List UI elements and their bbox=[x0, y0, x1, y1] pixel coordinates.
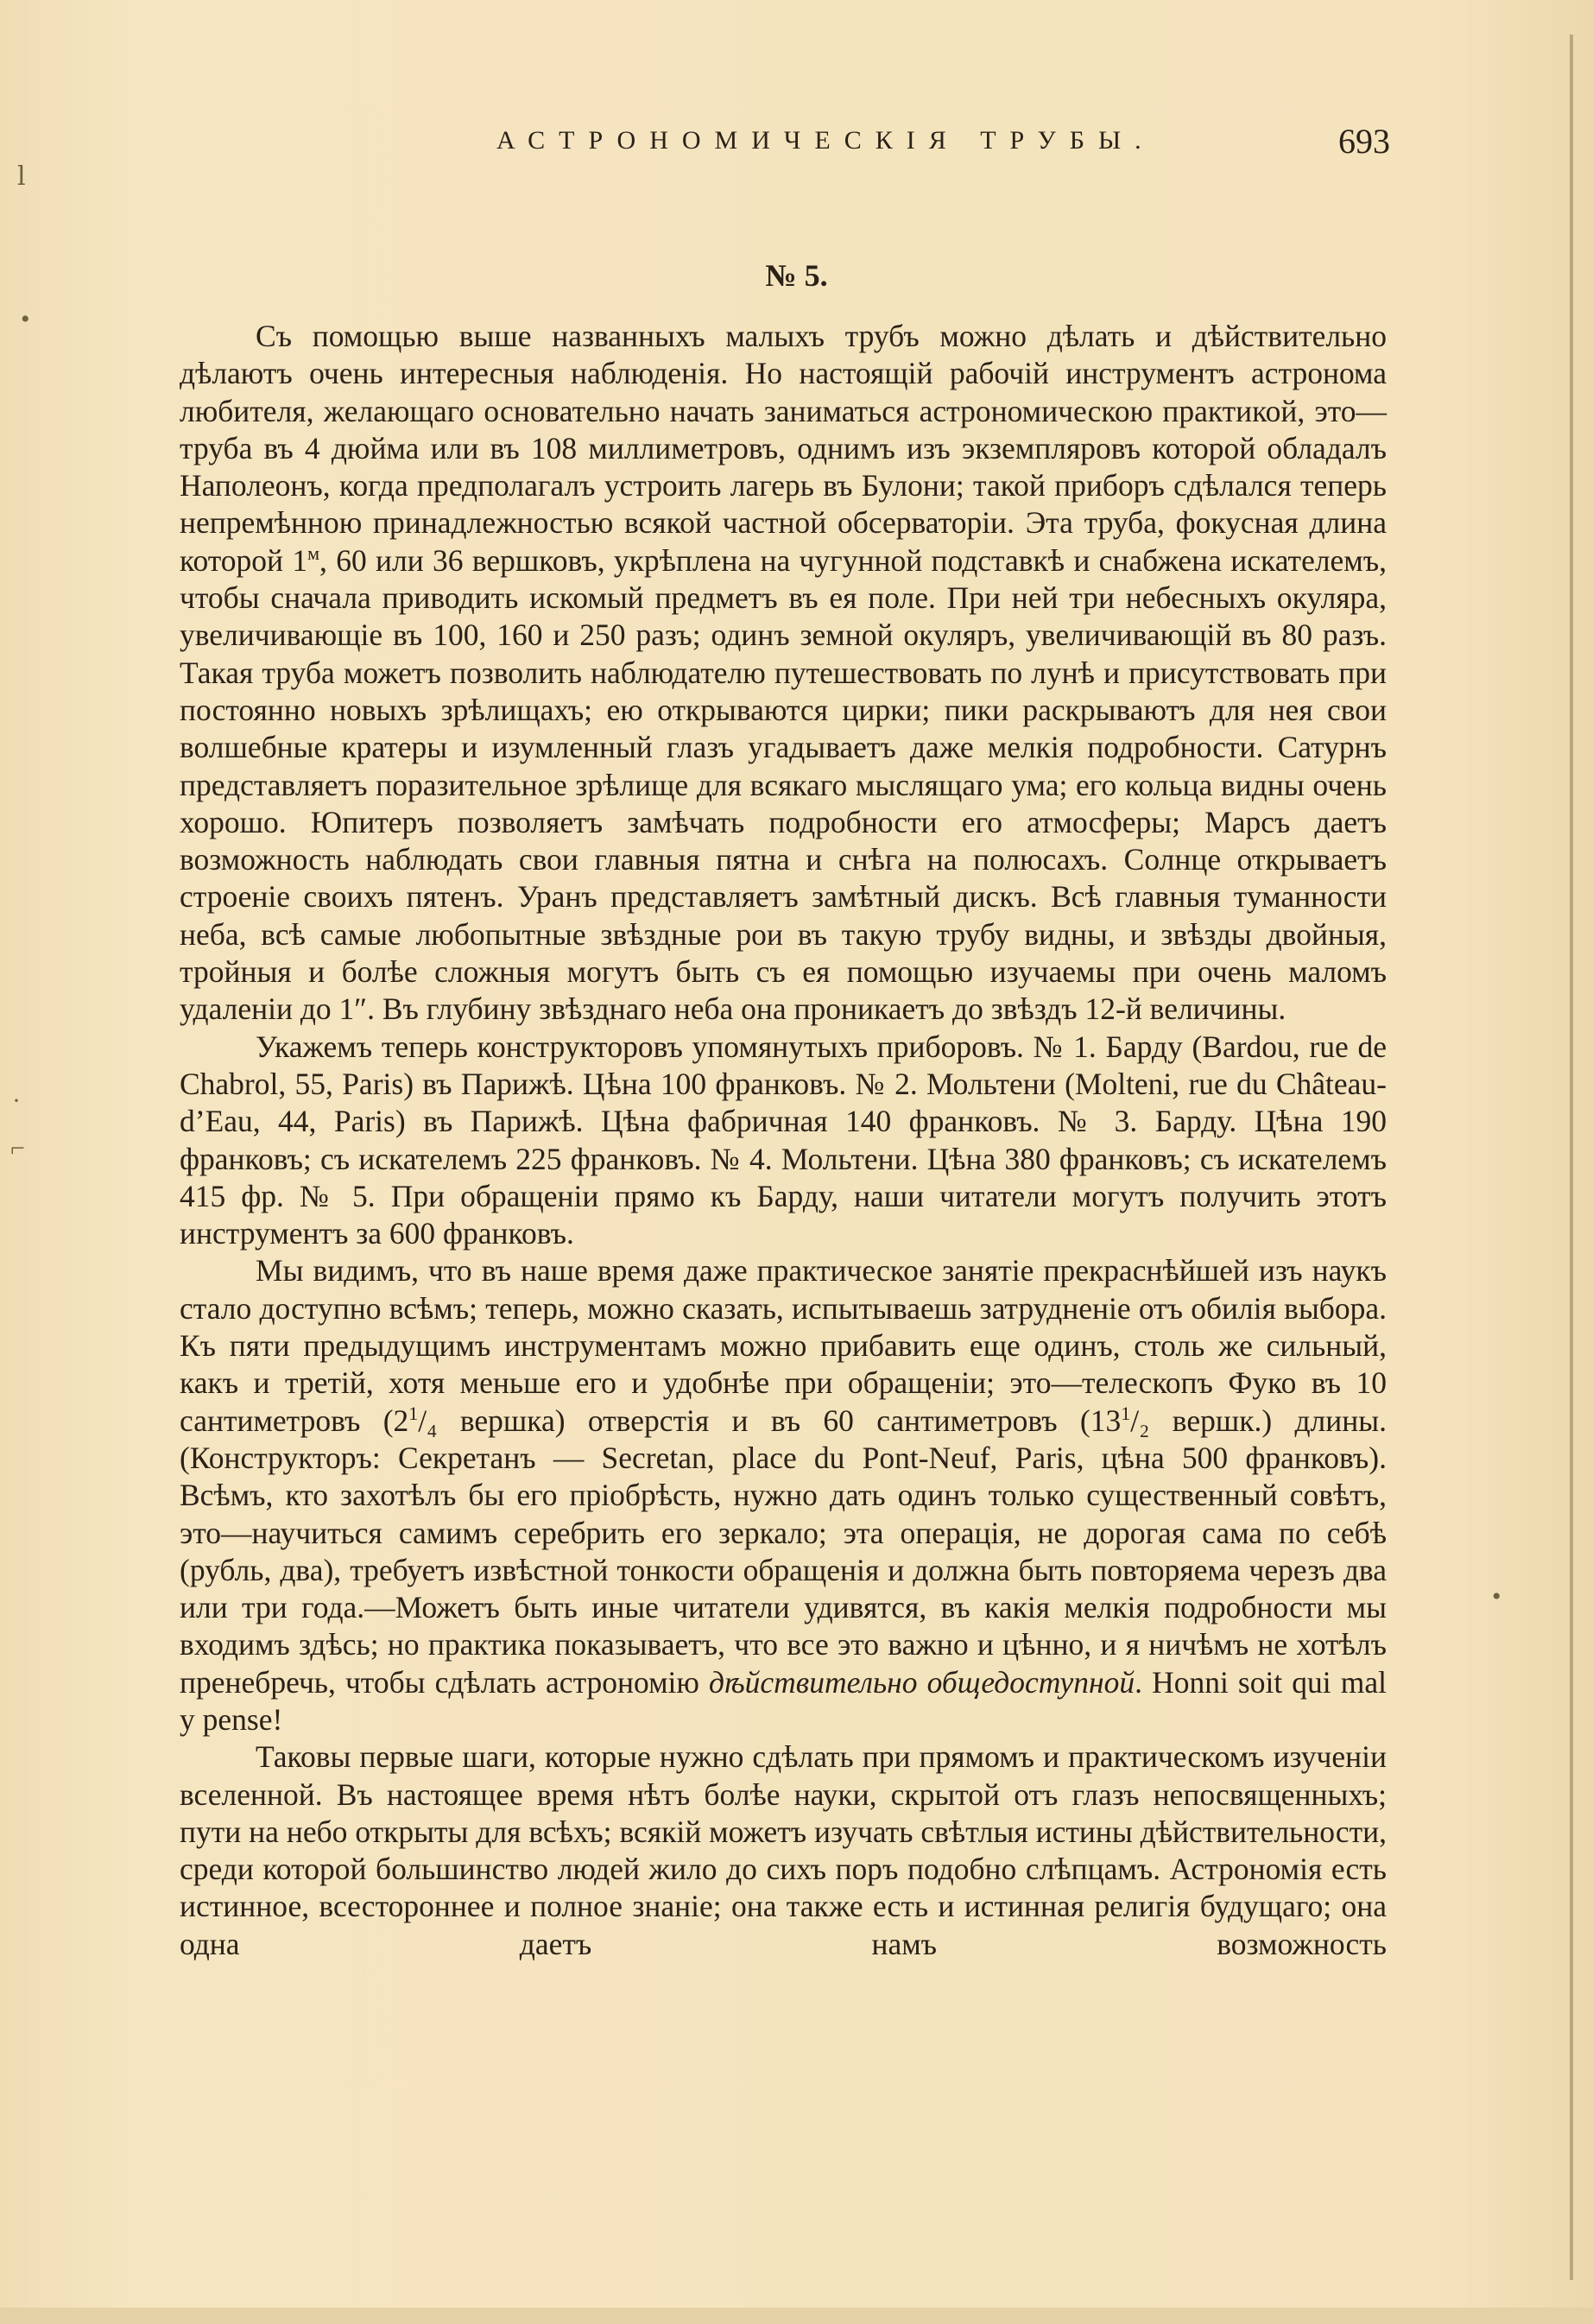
margin-mark: ⌐ bbox=[10, 1134, 25, 1162]
paragraph-text: . Honni soit qui mal y pense! bbox=[180, 1664, 1387, 1737]
emphasis-text: дѣйствительно общедоступной bbox=[709, 1664, 1135, 1700]
superscript-text: м bbox=[307, 541, 320, 564]
paragraph-text: Мы видимъ, что въ наше время даже практическое занятіе прекраснѣйшей изъ наукъ стало доступно всѣмъ; теперь, можно сказать, испытываешь затрудненіе отъ обилія выбора. Къ пяти предыдущимъ инструментамъ можно прибавить еще одинъ, столь же сильный, какъ и третій, хотя меньше его и удобнѣе при обращеніи; это—телескопъ Фуко въ 10 сантиметровъ (2 bbox=[180, 1253, 1387, 1438]
paragraph-text: Укажемъ теперь конструкторовъ упомянутыхъ приборовъ. № 1. Барду (Bardou, rue de Chabrol, 55, Paris) въ Парижѣ. Цѣна 100 франковъ. № 2. Мольтени (Molteni, rue du Château-d’Eau, 44, Paris) въ Парижѣ. Цѣна фабричная 140 франковъ. № 3. Барду. Цѣна 190 франковъ; съ искателемъ 225 франковъ. № 4. Мольтени. Цѣна 380 франковъ; съ искателемъ 415 фр. № 5. При обращеніи прямо къ Барду, наши читатели могутъ получить этотъ инструментъ за 600 франковъ. bbox=[180, 1029, 1387, 1251]
paragraph bbox=[180, 318, 1387, 1029]
margin-mark: • bbox=[21, 305, 30, 333]
paragraph bbox=[180, 1252, 1387, 1738]
paragraph-text: /₂ вершк.) длины. (Конструкторъ: Секретанъ — Secretan, place du Pont-Neuf, Paris, цѣна 500 франковъ). Всѣмъ, кто захотѣлъ бы его пріобрѣсть, нужно дать одинъ только существенный совѣтъ, это—научиться самимъ серебрить его зеркало; эта операція, не дорогая сама по себѣ (рубль, два), требуетъ извѣстной тонкости обращенія и должна быть повторяема черезъ два или три года.—Можетъ быть иные читатели удивятся, въ какія мелкія подробности мы входимъ здѣсь; но практика показываетъ, что все это важно и цѣнно, и я ничѣмъ не хотѣлъ пренебречь, чтобы сдѣлать астрономію bbox=[180, 1403, 1387, 1700]
page-edge-right bbox=[1570, 35, 1573, 2280]
paragraph-text: Таковы первые шаги, которые нужно сдѣлать при прямомъ и практическомъ изученіи вселенной. Въ настоящее время нѣтъ болѣе науки, скрытой отъ глазъ непосвященныхъ; пути на небо открыты для всѣхъ; всякій можетъ изучать свѣтлыя истины дѣйствительности, среди которой большинство людей жило до сихъ поръ подобно слѣпцамъ. Астрономія есть истинное, всестороннее и полное знаніе; она также есть и истинная религія будущаго; она одна даетъ намъ возможность bbox=[180, 1739, 1387, 1961]
superscript-text: 1 bbox=[1121, 1402, 1131, 1424]
body-text bbox=[180, 318, 1387, 1963]
margin-mark: ⅼ bbox=[17, 162, 26, 191]
page-edge-bottom bbox=[0, 2308, 1593, 2324]
paragraph bbox=[180, 1029, 1387, 1253]
paragraph-text: /₄ вершка) отверстія и въ 60 сантиметровъ (13 bbox=[418, 1403, 1122, 1438]
page-header bbox=[207, 121, 1399, 164]
paragraph bbox=[180, 1738, 1387, 1963]
page-number: 693 bbox=[1338, 122, 1390, 161]
superscript-text: 1 bbox=[408, 1402, 419, 1424]
running-title: АСТРОНОМИЧЕСКІЯ ТРУБЫ. bbox=[496, 126, 1155, 155]
margin-mark: • bbox=[1492, 1582, 1501, 1611]
section-number: № 5. bbox=[765, 258, 828, 293]
paragraph-text: Съ помощью выше названныхъ малыхъ трубъ можно дѣлать и дѣйствительно дѣлаютъ очень интересныя наблюденія. Но настоящій рабочій инструментъ астронома любителя, желающаго основательно начать заниматься астрономическою практикой, это—труба въ 4 дюйма или въ 108 миллиметровъ, однимъ изъ экземпляровъ которой обладалъ Наполеонъ, когда предполагалъ устроить лагерь въ Булони; такой приборъ сдѣлался теперь непремѣнною принадлежностью всякой частной обсерваторіи. Эта труба, фокусная длина которой 1 bbox=[180, 319, 1387, 578]
paragraph-text: , 60 или 36 вершковъ, укрѣплена на чугунной подставкѣ и снабжена искателемъ, чтобы сначала приводить искомый предметъ въ ея поле. При ней три небесныхъ окуляра, увеличивающіе въ 100, 160 и 250 разъ; одинъ земной окуляръ, увеличивающій въ 80 разъ. Такая труба можетъ позволить наблюдателю путешествовать по лунѣ и присутствовать при постоянно новыхъ зрѣлищахъ; ею открываются цирки; пики раскрываютъ для нея свои волшебные кратеры и изумленный глазъ угадываетъ даже мелкія подробности. Сатурнъ представляетъ поразительное зрѣлище для всякаго мыслящаго ума; его кольца видны очень хорошо. Юпитеръ позволяетъ замѣчать подробности его атмосферы; Марсъ даетъ возможность наблюдать свои главныя пятна и снѣга на полюсахъ. Солнце открываетъ строеніе своихъ пятенъ. Уранъ представляетъ замѣтный дискъ. Всѣ главныя туманности неба, всѣ самые любопытные звѣздные рои въ такую трубу видны, и звѣзды двойныя, тройныя и болѣе сложныя могутъ быть съ ея помощью изучаемы при очень маломъ удаленіи до 1″. Въ глубину звѣзднаго неба она проникаетъ до звѣздъ 12-й величины. bbox=[180, 542, 1387, 1027]
margin-mark: · bbox=[12, 1086, 21, 1115]
